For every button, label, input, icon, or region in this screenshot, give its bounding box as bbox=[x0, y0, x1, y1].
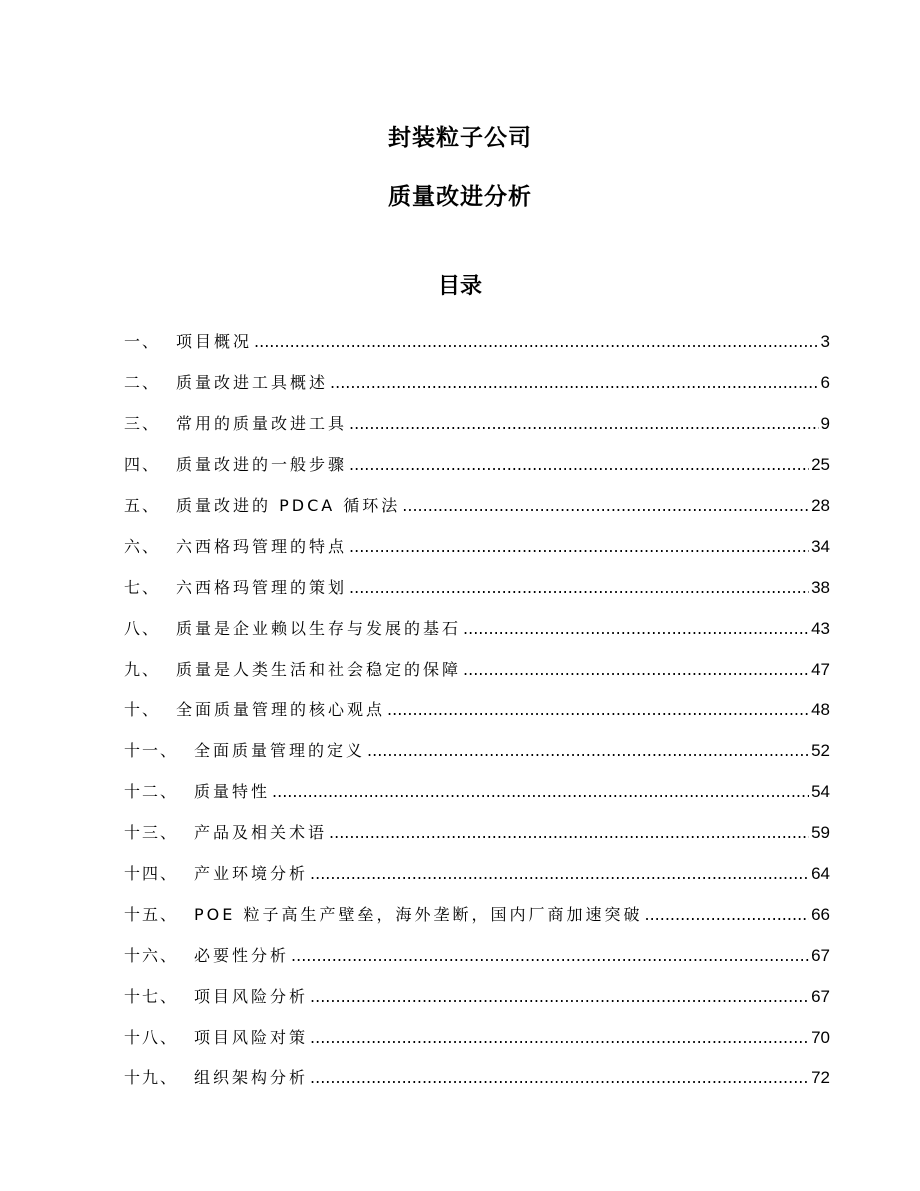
toc-entry-number: 十五 bbox=[124, 904, 161, 924]
toc-entry[interactable] bbox=[124, 1017, 830, 1058]
toc-dot-leader bbox=[310, 986, 809, 1008]
toc-entry-number: 一 bbox=[124, 332, 143, 352]
toc-entry-page: 72 bbox=[811, 1068, 830, 1088]
toc-entry-title: 产品及相关术语 bbox=[194, 823, 328, 843]
toc-dot-leader bbox=[254, 331, 818, 353]
toc-dot-leader bbox=[367, 740, 809, 762]
toc-entry-title: 六西格玛管理的策划 bbox=[176, 577, 348, 597]
toc-entry[interactable] bbox=[124, 1058, 830, 1099]
toc-entry-separator: 、 bbox=[160, 904, 177, 924]
toc-entry-page: 25 bbox=[811, 455, 830, 475]
toc-dot-leader bbox=[463, 659, 809, 681]
toc-entry-page: 48 bbox=[811, 700, 830, 720]
toc-entry-number: 十七 bbox=[124, 986, 161, 1006]
toc-entry-title: 六西格玛管理的特点 bbox=[176, 536, 348, 556]
toc-entry[interactable] bbox=[124, 649, 830, 690]
toc-entry-number: 十三 bbox=[124, 823, 161, 843]
toc-entry-page: 67 bbox=[811, 945, 830, 965]
toc-entry[interactable] bbox=[124, 608, 830, 649]
toc-dot-leader bbox=[272, 781, 809, 803]
document-title: 封装粒子公司 bbox=[388, 125, 532, 151]
toc-entry[interactable] bbox=[124, 731, 830, 772]
toc-dot-leader bbox=[349, 454, 809, 476]
table-of-contents bbox=[124, 322, 830, 1099]
toc-entry[interactable] bbox=[124, 772, 830, 813]
toc-entry-number: 七 bbox=[124, 577, 143, 597]
toc-dot-leader bbox=[402, 495, 809, 517]
toc-entry-separator: 、 bbox=[142, 618, 159, 638]
toc-dot-leader bbox=[644, 904, 809, 926]
toc-entry-number: 三 bbox=[124, 414, 143, 434]
toc-entry-number: 八 bbox=[124, 618, 143, 638]
toc-dot-leader bbox=[310, 863, 809, 885]
toc-entry-number: 十 bbox=[124, 700, 143, 720]
toc-entry-number: 十一 bbox=[124, 741, 161, 761]
toc-entry[interactable] bbox=[124, 526, 830, 567]
toc-entry-separator: 、 bbox=[142, 536, 159, 556]
toc-entry-separator: 、 bbox=[142, 332, 159, 352]
toc-entry-page: 38 bbox=[811, 577, 830, 597]
toc-dot-leader bbox=[329, 822, 809, 844]
toc-entry-title: 项目风险分析 bbox=[194, 986, 309, 1006]
toc-entry-title: 质量改进的一般步骤 bbox=[176, 455, 348, 475]
toc-entry-number: 六 bbox=[124, 536, 143, 556]
toc-entry-title: 质量特性 bbox=[194, 782, 271, 802]
toc-entry-title: 质量是企业赖以生存与发展的基石 bbox=[176, 618, 462, 638]
toc-entry-page: 9 bbox=[820, 414, 830, 434]
toc-entry-number: 十八 bbox=[124, 1027, 161, 1047]
toc-entry-number: 十四 bbox=[124, 864, 161, 884]
toc-entry[interactable] bbox=[124, 894, 830, 935]
toc-entry-title: 全面质量管理的定义 bbox=[194, 741, 366, 761]
toc-dot-leader bbox=[310, 1027, 809, 1049]
toc-entry-number: 九 bbox=[124, 659, 143, 679]
toc-entry[interactable] bbox=[124, 486, 830, 527]
toc-entry-separator: 、 bbox=[160, 864, 177, 884]
toc-dot-leader bbox=[349, 413, 818, 435]
toc-entry-title: 产业环境分析 bbox=[194, 864, 309, 884]
toc-entry-title: 组织架构分析 bbox=[194, 1068, 309, 1088]
toc-entry[interactable] bbox=[124, 322, 830, 363]
toc-entry-separator: 、 bbox=[160, 1027, 177, 1047]
toc-entry-page: 54 bbox=[811, 782, 830, 802]
toc-dot-leader bbox=[349, 536, 809, 558]
toc-entry-number: 十九 bbox=[124, 1068, 161, 1088]
toc-dot-leader bbox=[330, 372, 818, 394]
toc-entry-page: 64 bbox=[811, 864, 830, 884]
toc-entry-title: 项目概况 bbox=[176, 332, 253, 352]
toc-entry-page: 47 bbox=[811, 659, 830, 679]
toc-entry-separator: 、 bbox=[142, 659, 159, 679]
toc-entry-separator: 、 bbox=[160, 986, 177, 1006]
document-subtitle: 质量改进分析 bbox=[388, 184, 532, 210]
toc-entry-title: 质量改进工具概述 bbox=[176, 373, 329, 393]
toc-entry-separator: 、 bbox=[142, 373, 159, 393]
toc-entry-title: 质量改进的 PDCA 循环法 bbox=[176, 496, 401, 515]
toc-entry-separator: 、 bbox=[160, 1068, 177, 1088]
toc-entry[interactable] bbox=[124, 935, 830, 976]
toc-entry-title: 项目风险对策 bbox=[194, 1027, 309, 1047]
toc-entry[interactable] bbox=[124, 976, 830, 1017]
toc-entry-page: 66 bbox=[811, 904, 830, 924]
toc-entry-page: 34 bbox=[811, 536, 830, 556]
toc-entry-number: 十六 bbox=[124, 945, 161, 965]
toc-dot-leader bbox=[349, 577, 809, 599]
toc-entry-number: 十二 bbox=[124, 782, 161, 802]
toc-entry[interactable] bbox=[124, 854, 830, 895]
toc-entry-separator: 、 bbox=[160, 782, 177, 802]
toc-entry-page: 43 bbox=[811, 618, 830, 638]
toc-entry-separator: 、 bbox=[142, 577, 159, 597]
toc-entry-separator: 、 bbox=[142, 700, 159, 720]
toc-dot-leader bbox=[291, 945, 809, 967]
toc-entry-page: 67 bbox=[811, 986, 830, 1006]
toc-entry-number: 二 bbox=[124, 373, 143, 393]
toc-dot-leader bbox=[310, 1067, 809, 1089]
toc-entry-title: 全面质量管理的核心观点 bbox=[176, 700, 386, 720]
toc-entry[interactable] bbox=[124, 690, 830, 731]
toc-entry-separator: 、 bbox=[142, 496, 159, 515]
toc-entry-separator: 、 bbox=[160, 945, 177, 965]
toc-dot-leader bbox=[463, 618, 809, 640]
toc-entry-number: 五 bbox=[124, 496, 143, 515]
toc-entry-title: POE 粒子高生产壁垒，海外垄断，国内厂商加速突破 bbox=[194, 904, 643, 924]
toc-entry-page: 28 bbox=[811, 496, 830, 515]
toc-entry-title: 常用的质量改进工具 bbox=[176, 414, 348, 434]
toc-entry-page: 70 bbox=[811, 1027, 830, 1047]
toc-entry-separator: 、 bbox=[142, 455, 159, 475]
toc-entry[interactable] bbox=[124, 567, 830, 608]
toc-entry-title: 必要性分析 bbox=[194, 945, 290, 965]
toc-entry-separator: 、 bbox=[160, 741, 177, 761]
toc-entry[interactable] bbox=[124, 813, 830, 854]
toc-dot-leader bbox=[387, 699, 809, 721]
toc-entry-page: 52 bbox=[811, 741, 830, 761]
toc-entry-title: 质量是人类生活和社会稳定的保障 bbox=[176, 659, 462, 679]
toc-entry-page: 59 bbox=[811, 823, 830, 843]
toc-entry[interactable] bbox=[124, 363, 830, 404]
toc-entry[interactable] bbox=[124, 445, 830, 486]
toc-heading: 目录 bbox=[437, 274, 482, 299]
toc-entry-separator: 、 bbox=[142, 414, 159, 434]
toc-entry-separator: 、 bbox=[160, 823, 177, 843]
toc-entry-number: 四 bbox=[124, 455, 143, 475]
toc-entry-page: 3 bbox=[820, 332, 830, 352]
toc-entry-page: 6 bbox=[820, 373, 830, 393]
toc-entry[interactable] bbox=[124, 404, 830, 445]
